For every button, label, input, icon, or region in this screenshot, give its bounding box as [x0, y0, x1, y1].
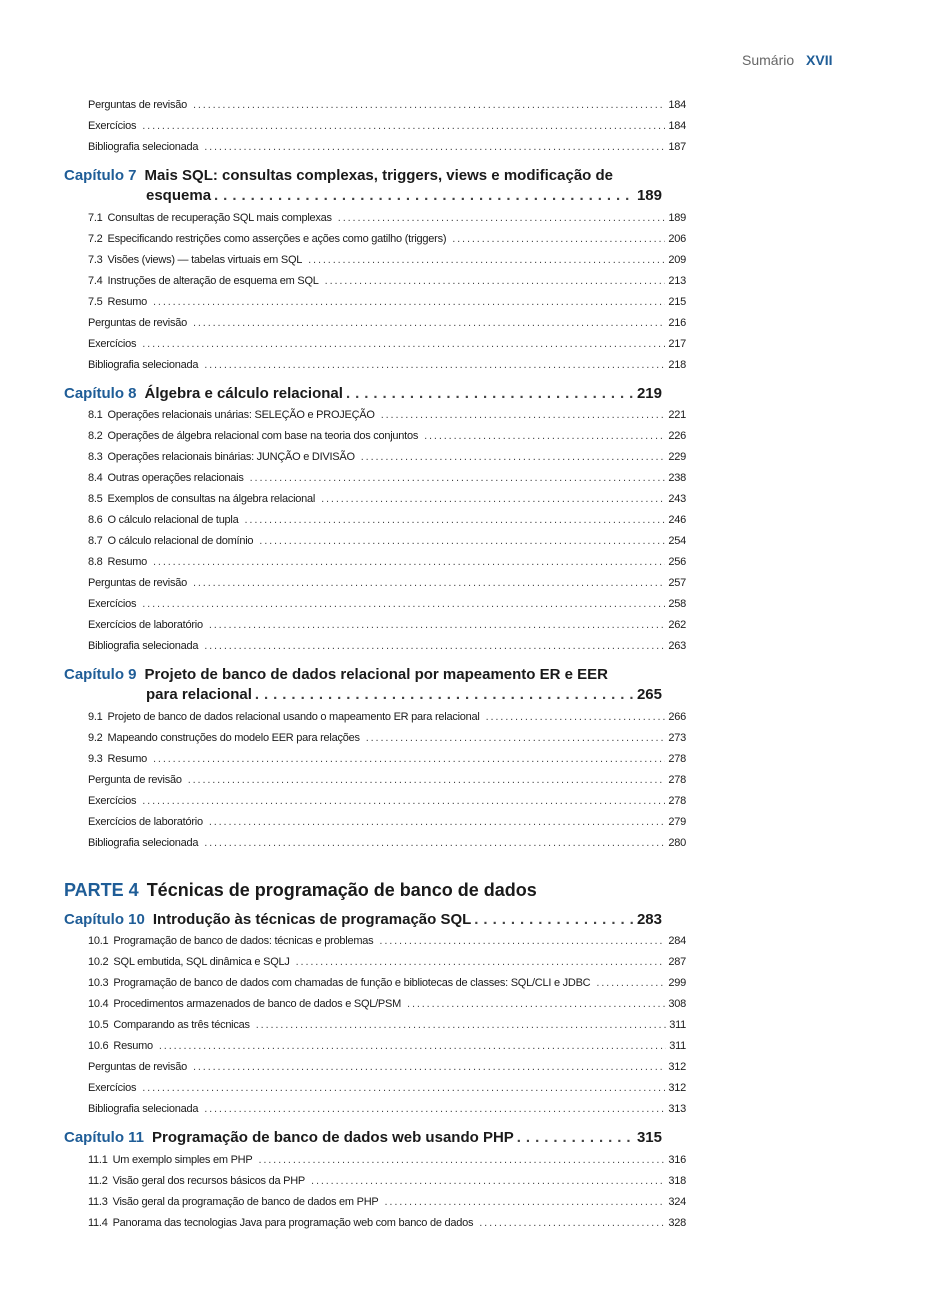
entry-title: Programação de banco de dados com chamadas de função e bibliotecas de classes: SQL/CLI e JDBC	[113, 977, 591, 989]
toc-entry	[64, 597, 686, 611]
entry-page-number: 217	[668, 338, 686, 350]
toc-entry	[64, 253, 686, 267]
entry-title: Comparando as três técnicas	[113, 1019, 250, 1031]
toc-entry	[64, 1102, 686, 1116]
section-number: 10.5	[88, 1019, 109, 1031]
entry-title: Exercícios	[88, 795, 137, 807]
dot-leader	[308, 253, 665, 267]
dot-leader	[259, 534, 665, 548]
toc-entry	[64, 710, 686, 724]
entry-title: Pergunta de revisão	[88, 774, 182, 786]
dot-leader	[142, 119, 665, 133]
dot-leader	[381, 408, 666, 422]
entry-page-number: 246	[668, 514, 686, 526]
toc-entry	[64, 232, 686, 246]
toc-entry	[64, 98, 686, 112]
entry-title: Operações relacionais unárias: SELEÇÃO e PROJEÇÃO	[107, 409, 375, 421]
dot-leader	[250, 471, 666, 485]
chapter-title: Introdução às técnicas de programação SQL	[152, 911, 472, 928]
dot-leader	[193, 316, 665, 330]
entry-page-number: 187	[668, 141, 686, 153]
section-number: 8.4	[88, 472, 103, 484]
section-number: 7.2	[88, 233, 103, 245]
toc-entry	[64, 337, 686, 351]
dot-leader	[153, 555, 665, 569]
section-number: 8.6	[88, 514, 103, 526]
entry-title: Resumo	[113, 1040, 153, 1052]
entry-page-number: 216	[668, 317, 686, 329]
dot-leader	[296, 955, 666, 969]
entry-title: SQL embutida, SQL dinâmica e SQLJ	[113, 956, 290, 968]
entry-page-number: 278	[668, 774, 686, 786]
chapter-page-number: 283	[636, 911, 662, 928]
section-number: 10.1	[88, 935, 109, 947]
section-number: 11.3	[88, 1196, 108, 1208]
entry-title: Resumo	[107, 556, 148, 568]
toc-entry	[64, 997, 686, 1011]
section-number: 7.5	[88, 296, 103, 308]
part-title: Técnicas de programação de banco de dados	[146, 880, 537, 900]
dot-leader	[142, 794, 665, 808]
dot-leader	[325, 274, 666, 288]
dot-leader	[142, 337, 665, 351]
entry-title: Programação de banco de dados: técnicas e problemas	[113, 935, 374, 947]
entry-page-number: 311	[669, 1040, 686, 1052]
entry-page-number: 257	[668, 577, 686, 589]
toc-entry	[64, 618, 686, 632]
toc-entry	[64, 794, 686, 808]
chapter-heading	[64, 665, 662, 685]
toc-entry	[64, 408, 686, 422]
toc-entry	[64, 1174, 686, 1188]
toc-entry	[64, 492, 686, 506]
dot-leader	[204, 1102, 665, 1116]
toc-entry	[64, 555, 686, 569]
dot-leader	[193, 1060, 665, 1074]
toc-entry	[64, 274, 686, 288]
chapter-title-line-2: esquema	[146, 187, 212, 204]
dot-leader	[361, 450, 666, 464]
chapter-label: Capítulo 11	[64, 1129, 145, 1146]
entry-page-number: 184	[668, 99, 686, 111]
toc-entry	[64, 731, 686, 745]
dot-leader	[479, 1216, 665, 1230]
dot-leader	[452, 232, 665, 246]
chapter-label: Capítulo 10	[64, 911, 145, 928]
entry-page-number: 189	[668, 212, 686, 224]
entry-page-number: 273	[668, 732, 686, 744]
toc-entry	[64, 429, 686, 443]
section-number: 11.2	[88, 1175, 108, 1187]
toc-entry	[64, 513, 686, 527]
toc-entry	[64, 534, 686, 548]
toc-entry	[64, 450, 686, 464]
entry-page-number: 266	[668, 711, 686, 723]
section-number: 8.1	[88, 409, 103, 421]
entry-title: Perguntas de revisão	[88, 1061, 187, 1073]
header-section-label: Sumário	[742, 52, 795, 68]
chapter-title-line-1: Mais SQL: consultas complexas, triggers, views e modificação de	[144, 167, 614, 184]
entry-page-number: 226	[668, 430, 686, 442]
entry-page-number: 254	[668, 535, 686, 547]
entry-page-number: 229	[668, 451, 686, 463]
dot-leader	[142, 597, 665, 611]
entry-page-number: 311	[669, 1019, 686, 1031]
section-number: 8.7	[88, 535, 103, 547]
entry-page-number: 221	[668, 409, 686, 421]
entry-page-number: 318	[668, 1175, 686, 1187]
dot-leader	[209, 815, 666, 829]
entry-page-number: 328	[668, 1217, 686, 1229]
toc-entry	[64, 934, 686, 948]
chapter-title-line-2: para relacional	[146, 686, 252, 703]
entry-title: Exercícios	[88, 120, 137, 132]
dot-leader	[338, 211, 666, 225]
entry-page-number: 287	[668, 956, 686, 968]
section-number: 7.3	[88, 254, 103, 266]
entry-title: Exercícios de laboratório	[88, 816, 203, 828]
section-number: 7.4	[88, 275, 103, 287]
entry-title: Visão geral dos recursos básicos da PHP	[112, 1175, 306, 1187]
section-number: 10.3	[88, 977, 109, 989]
entry-title: Exercícios de laboratório	[88, 619, 203, 631]
dot-leader	[366, 731, 666, 745]
dot-leader	[321, 492, 665, 506]
header-page-number: XVII	[806, 52, 833, 68]
section-number: 9.3	[88, 753, 103, 765]
chapter-heading	[64, 166, 662, 186]
entry-page-number: 263	[668, 640, 686, 652]
dot-leader	[204, 358, 665, 372]
toc-entry	[64, 576, 686, 590]
dot-leader	[474, 910, 634, 930]
entry-page-number: 258	[668, 598, 686, 610]
toc-entry	[64, 955, 686, 969]
entry-page-number: 299	[668, 977, 686, 989]
dot-leader	[385, 1195, 666, 1209]
toc-entry	[64, 815, 686, 829]
dot-leader	[596, 976, 665, 990]
toc-entry	[64, 295, 686, 309]
dot-leader	[424, 429, 665, 443]
toc-entry	[64, 836, 686, 850]
toc-entry	[64, 1018, 686, 1032]
toc-entry	[64, 976, 686, 990]
entry-page-number: 313	[668, 1103, 686, 1115]
chapter-heading	[64, 1128, 662, 1148]
chapter-page-number: 315	[636, 1129, 662, 1146]
section-number: 10.6	[88, 1040, 109, 1052]
dot-leader	[142, 1081, 665, 1095]
entry-title: Resumo	[107, 753, 148, 765]
part-label: PARTE 4	[64, 880, 139, 900]
dot-leader	[346, 384, 634, 404]
dot-leader	[255, 685, 634, 705]
toc-entry	[64, 119, 686, 133]
dot-leader	[209, 618, 666, 632]
entry-title: Operações relacionais binárias: JUNÇÃO e DIVISÃO	[107, 451, 355, 463]
entry-title: Visão geral da programação de banco de dados em PHP	[112, 1196, 379, 1208]
dot-leader	[214, 186, 634, 206]
section-number: 11.1	[88, 1154, 108, 1166]
chapter-page-number: 265	[636, 686, 662, 703]
entry-page-number: 324	[668, 1196, 686, 1208]
entry-title: Bibliografia selecionada	[88, 837, 199, 849]
section-number: 7.1	[88, 212, 103, 224]
dot-leader	[311, 1174, 665, 1188]
dot-leader	[245, 513, 666, 527]
section-number: 9.2	[88, 732, 103, 744]
toc-entry	[64, 773, 686, 787]
dot-leader	[193, 576, 665, 590]
toc-entry	[64, 752, 686, 766]
entry-page-number: 243	[668, 493, 686, 505]
entry-title: Instruções de alteração de esquema em SQL	[107, 275, 319, 287]
entry-page-number: 312	[668, 1082, 686, 1094]
entry-title: Exercícios	[88, 1082, 137, 1094]
dot-leader	[407, 997, 665, 1011]
chapter-heading	[64, 384, 662, 404]
entry-title: O cálculo relacional de domínio	[107, 535, 254, 547]
entry-title: Panorama das tecnologias Java para programação web com banco de dados	[112, 1217, 474, 1229]
entry-page-number: 238	[668, 472, 686, 484]
entry-page-number: 218	[668, 359, 686, 371]
chapter-heading-continued	[146, 186, 662, 206]
chapter-title: Álgebra e cálculo relacional	[144, 385, 343, 402]
entry-title: Especificando restrições como asserções e ações como gatilho (triggers)	[107, 233, 447, 245]
toc-entry	[64, 1060, 686, 1074]
section-number: 10.2	[88, 956, 109, 968]
chapter-page-number: 219	[636, 385, 662, 402]
entry-title: O cálculo relacional de tupla	[107, 514, 239, 526]
dot-leader	[188, 773, 666, 787]
dot-leader	[517, 1128, 634, 1148]
entry-title: Outras operações relacionais	[107, 472, 244, 484]
entry-page-number: 308	[668, 998, 686, 1010]
entry-page-number: 316	[668, 1154, 686, 1166]
entry-title: Operações de álgebra relacional com base na teoria dos conjuntos	[107, 430, 419, 442]
dot-leader	[258, 1153, 665, 1167]
dot-leader	[193, 98, 665, 112]
toc-entry	[64, 1039, 686, 1053]
section-number: 8.3	[88, 451, 103, 463]
entry-title: Perguntas de revisão	[88, 317, 187, 329]
entry-title: Procedimentos armazenados de banco de dados e SQL/PSM	[113, 998, 402, 1010]
toc-entry	[64, 358, 686, 372]
dot-leader	[153, 752, 665, 766]
dot-leader	[204, 639, 665, 653]
entry-title: Visões (views) — tabelas virtuais em SQL	[107, 254, 303, 266]
chapter-title-line-1: Projeto de banco de dados relacional por mapeamento ER e EER	[144, 666, 608, 683]
toc-entry	[64, 1081, 686, 1095]
entry-page-number: 209	[668, 254, 686, 266]
entry-title: Exercícios	[88, 598, 137, 610]
entry-page-number: 262	[668, 619, 686, 631]
chapter-label: Capítulo 9	[64, 666, 137, 683]
entry-page-number: 215	[668, 296, 686, 308]
chapter-heading-continued	[146, 685, 662, 705]
toc-entry	[64, 211, 686, 225]
toc-entry	[64, 1153, 686, 1167]
part-heading	[64, 878, 662, 902]
entry-title: Perguntas de revisão	[88, 577, 187, 589]
entry-page-number: 213	[668, 275, 686, 287]
entry-page-number: 278	[668, 795, 686, 807]
dot-leader	[256, 1018, 666, 1032]
dot-leader	[159, 1039, 666, 1053]
entry-page-number: 278	[668, 753, 686, 765]
entry-title: Mapeando construções do modelo EER para relações	[107, 732, 360, 744]
entry-title: Consultas de recuperação SQL mais complexas	[107, 212, 332, 224]
section-number: 8.2	[88, 430, 103, 442]
entry-title: Perguntas de revisão	[88, 99, 187, 111]
toc-entry	[64, 471, 686, 485]
running-header	[742, 52, 833, 68]
entry-page-number: 279	[668, 816, 686, 828]
chapter-title: Programação de banco de dados web usando PHP	[152, 1129, 514, 1146]
toc-entry	[64, 1195, 686, 1209]
toc-entry	[64, 639, 686, 653]
chapter-heading	[64, 910, 662, 930]
section-number: 10.4	[88, 998, 109, 1010]
section-number: 9.1	[88, 711, 103, 723]
dot-leader	[379, 934, 665, 948]
entry-title: Exercícios	[88, 338, 137, 350]
entry-title: Bibliografia selecionada	[88, 640, 199, 652]
toc-entry	[64, 316, 686, 330]
section-number: 11.4	[88, 1217, 108, 1229]
dot-leader	[204, 140, 665, 154]
dot-leader	[204, 836, 665, 850]
entry-title: Resumo	[107, 296, 148, 308]
chapter-label: Capítulo 7	[64, 167, 137, 184]
entry-page-number: 184	[668, 120, 686, 132]
entry-page-number: 280	[668, 837, 686, 849]
section-number: 8.5	[88, 493, 103, 505]
entry-title: Bibliografia selecionada	[88, 1103, 199, 1115]
entry-title: Bibliografia selecionada	[88, 359, 199, 371]
entry-title: Bibliografia selecionada	[88, 141, 199, 153]
section-number: 8.8	[88, 556, 103, 568]
toc-entry	[64, 140, 686, 154]
entry-title: Um exemplo simples em PHP	[112, 1154, 253, 1166]
entry-page-number: 312	[668, 1061, 686, 1073]
entry-page-number: 206	[668, 233, 686, 245]
dot-leader	[153, 295, 665, 309]
entry-title: Exemplos de consultas na álgebra relacional	[107, 493, 316, 505]
chapter-label: Capítulo 8	[64, 385, 137, 402]
entry-page-number: 284	[668, 935, 686, 947]
toc-entry	[64, 1216, 686, 1230]
chapter-page-number: 189	[636, 187, 662, 204]
entry-title: Projeto de banco de dados relacional usando o mapeamento ER para relacional	[107, 711, 480, 723]
entry-page-number: 256	[668, 556, 686, 568]
dot-leader	[486, 710, 666, 724]
